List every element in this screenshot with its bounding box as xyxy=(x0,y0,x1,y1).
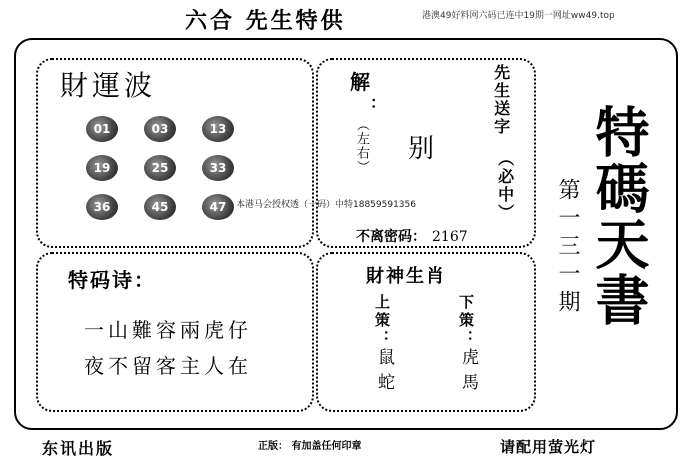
middle-watermark: 本港马会授权透（一码）中特18859591356 xyxy=(236,200,416,210)
lower-strategy-label: 下策： xyxy=(457,294,475,348)
issue-number: 第一三一期 xyxy=(555,178,580,318)
lower-zodiac: 虎馬 xyxy=(458,348,478,398)
number-ball: 36 xyxy=(86,194,118,220)
number-ball: 13 xyxy=(202,116,234,142)
number-ball: 33 xyxy=(202,155,234,181)
solve-label: 解 xyxy=(350,70,370,94)
top-watermark: 港澳49好料网六码已连中19期一网址ww49.top xyxy=(422,11,615,21)
page-title: 六合 先生特供 xyxy=(185,9,346,34)
secret-code-value: 2167 xyxy=(432,229,468,245)
number-ball: 45 xyxy=(144,194,176,220)
solve-colon: ： xyxy=(370,93,387,112)
poem-line-1: 一山難容兩虎仔 xyxy=(84,318,252,342)
secret-code-label: 不离密码： xyxy=(356,229,426,245)
publisher-label: 东讯出版 xyxy=(42,439,115,458)
secret-code-line xyxy=(356,226,468,246)
uv-light-note: 请配用萤光灯 xyxy=(500,438,597,456)
number-ball: 03 xyxy=(144,116,176,142)
poem-line-2: 夜不留客主人在 xyxy=(84,354,252,378)
upper-strategy-label: 上策： xyxy=(373,294,391,348)
god-of-wealth-title: 財神生肖 xyxy=(366,266,446,287)
upper-zodiac: 鼠蛇 xyxy=(374,348,394,398)
big-title: 特碼天書 xyxy=(587,104,651,328)
poem-title: 特码诗： xyxy=(68,268,156,292)
must-hit-label: （必中） xyxy=(495,150,515,222)
number-ball: 25 xyxy=(144,155,176,181)
solve-word: 别 xyxy=(408,134,435,164)
authenticity-note: 正版： 有加盖任何印章 xyxy=(258,441,362,452)
wealth-wave-title: 財運波 xyxy=(60,69,157,102)
number-ball: 47 xyxy=(202,194,234,220)
number-ball: 19 xyxy=(86,155,118,181)
number-ball: 01 xyxy=(86,116,118,142)
sender-label: 先生送字 xyxy=(491,64,511,136)
solve-hint: （左右） xyxy=(354,118,369,174)
